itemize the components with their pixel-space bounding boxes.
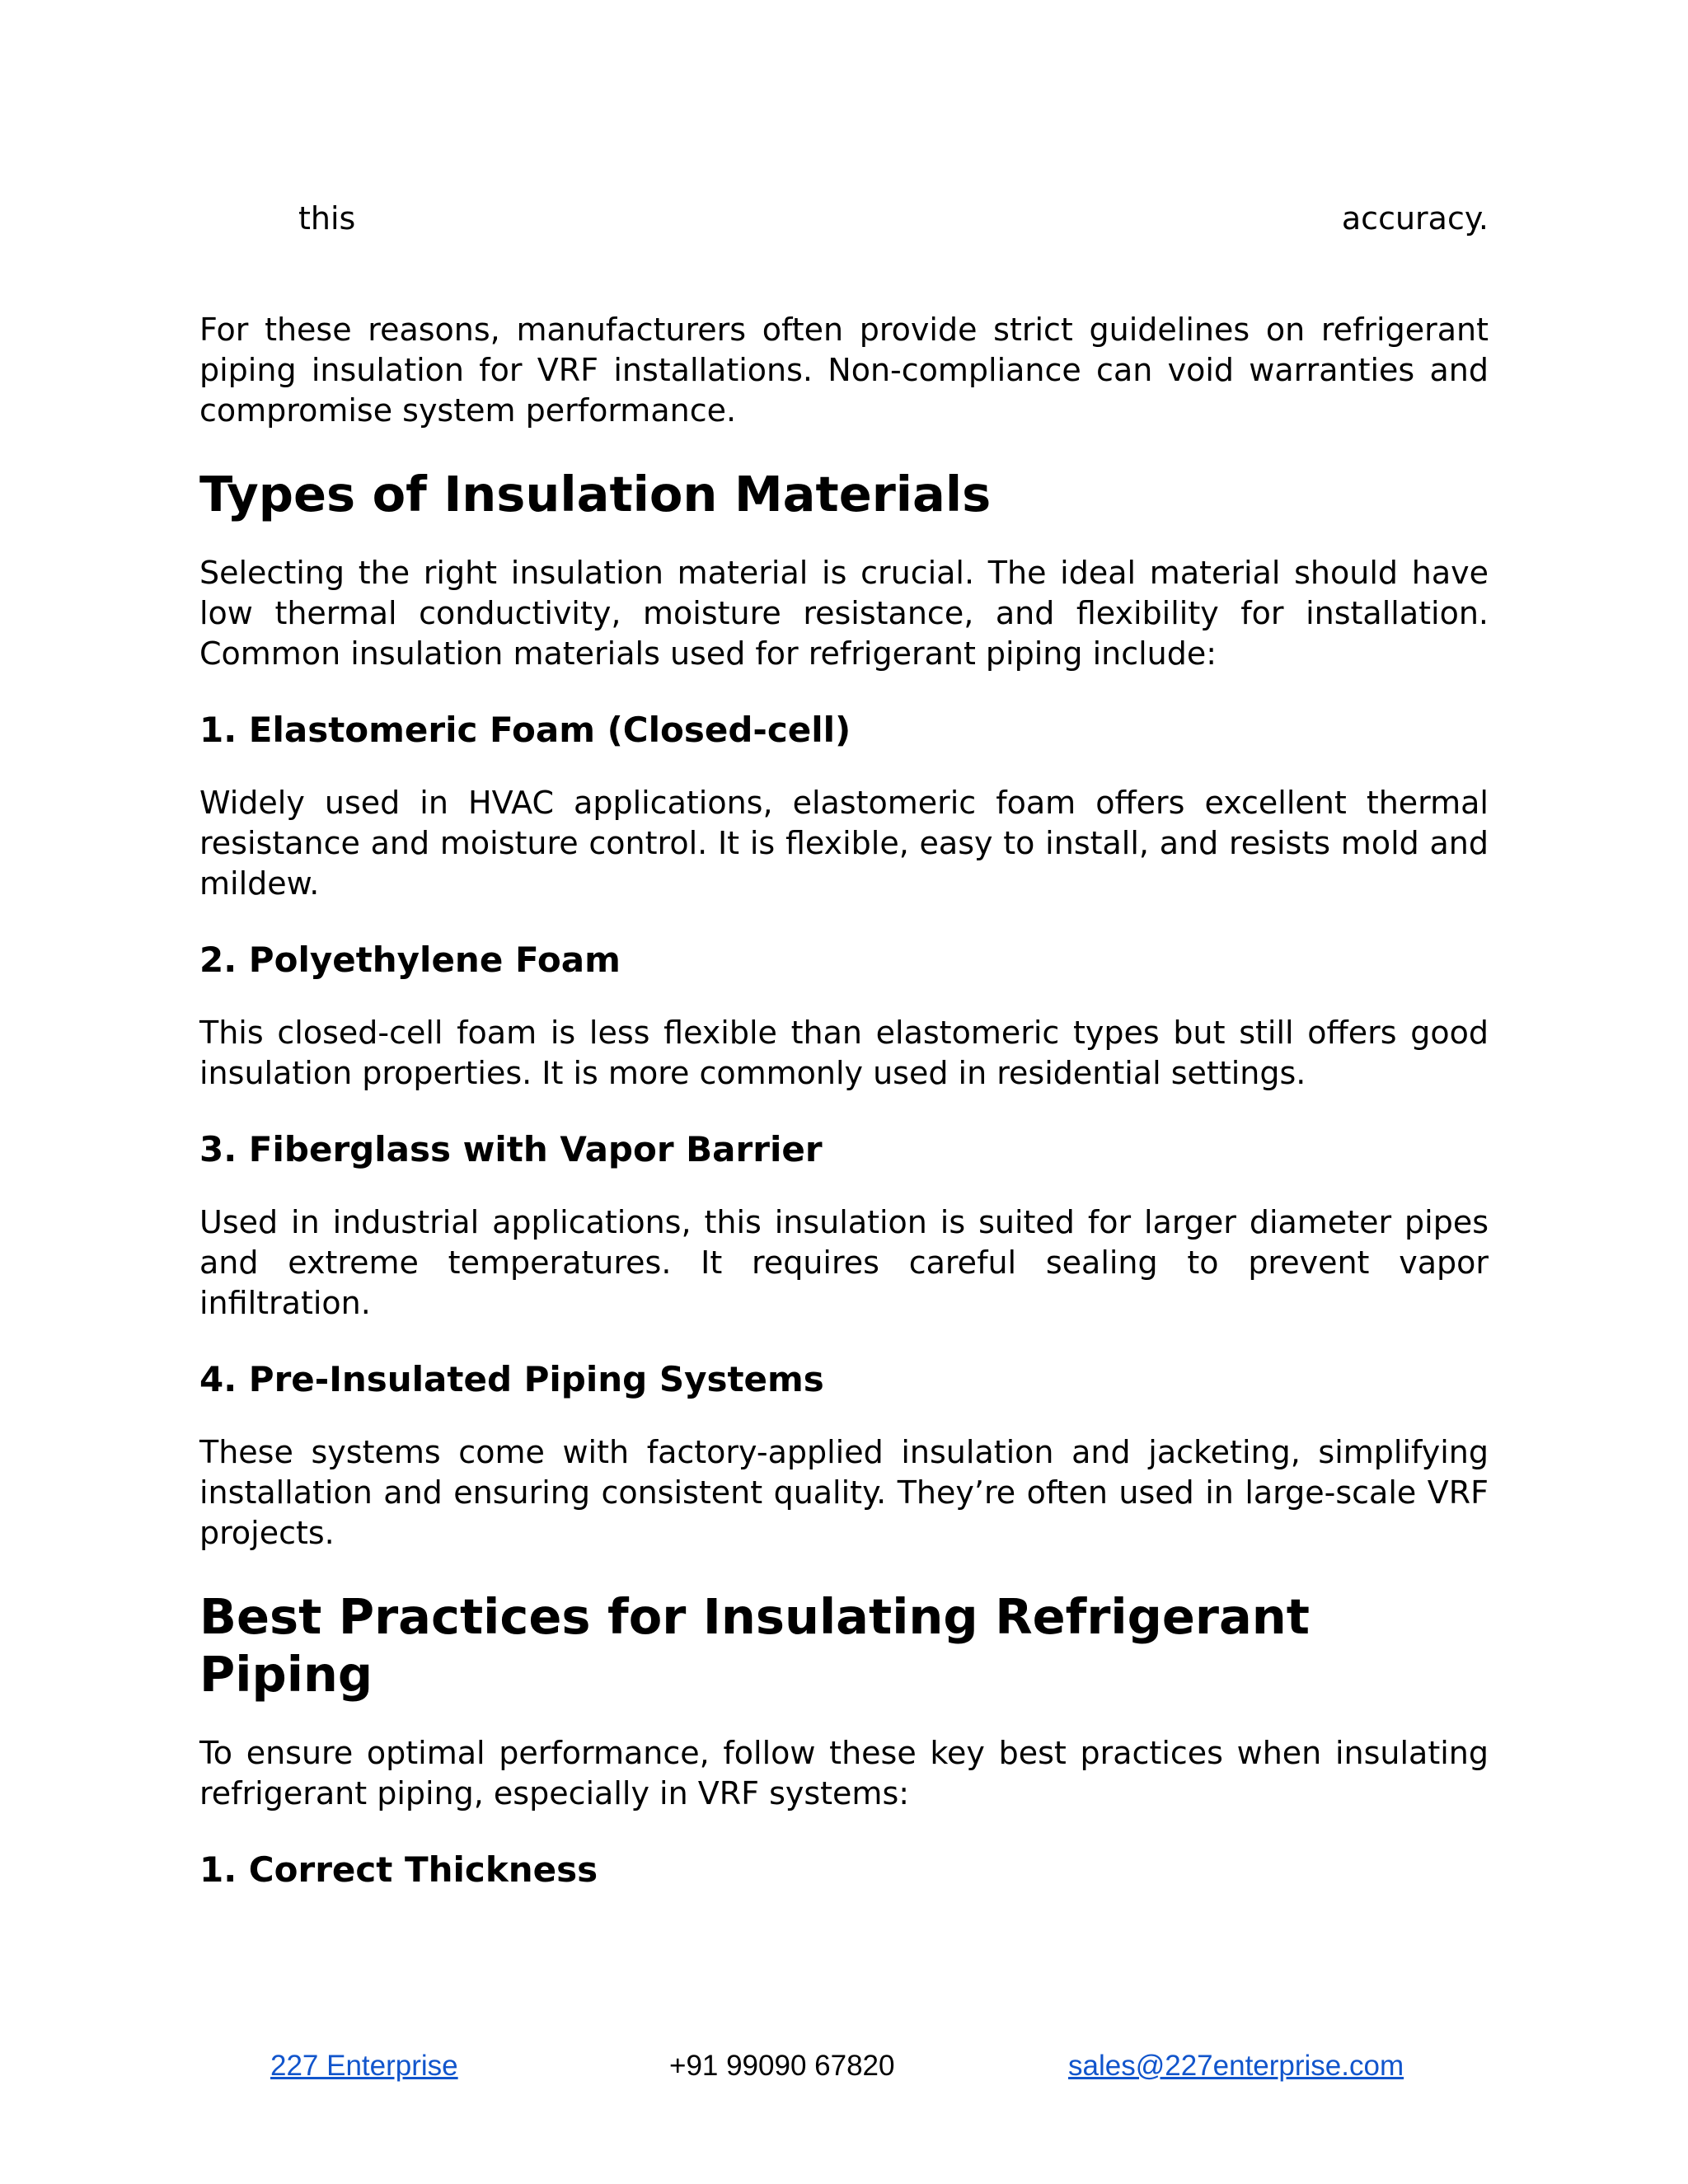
footer-email-link[interactable]: sales@227enterprise.com <box>1068 2050 1404 2082</box>
section-heading-types: Types of Insulation Materials <box>199 466 992 523</box>
item-text-fiberglass: Used in industrial applications, this insulation is suited for larger diameter pipes and extreme temperatures. It requires careful sealing to prevent vapor infiltration. <box>199 1204 1489 1321</box>
page-footer <box>0 2046 1688 2087</box>
item-title-polyethylene: 2. Polyethylene Foam <box>199 940 621 980</box>
footer-company-link[interactable]: 227 Enterprise <box>270 2050 458 2082</box>
item-text-elastomeric: Widely used in HVAC applications, elastomeric foam offers excellent thermal resistance and moisture control. It is flexible, easy to install, and resists mold and mildew. <box>199 785 1489 902</box>
item-title-correct-thickness: 1. Correct Thickness <box>199 1849 598 1890</box>
continued-line <box>199 198 1489 239</box>
item-text-preinsulated: These systems come with factory-applied insulation and jacketing, simplifying installation and ensuring consistent quality. They’re often used in large-scale VRF projects. <box>199 1434 1489 1551</box>
item-title-elastomeric: 1. Elastomeric Foam (Closed-cell) <box>199 710 851 750</box>
item-title-fiberglass: 3. Fiberglass with Vapor Barrier <box>199 1129 823 1169</box>
item-title-preinsulated: 4. Pre-Insulated Piping Systems <box>199 1359 824 1399</box>
types-intro-paragraph: Selecting the right insulation material is crucial. The ideal material should have low thermal conductivity, moisture resistance, and flexibility for installation. Common insulation materials used for refrigerant piping include: <box>199 555 1489 672</box>
footer-phone: +91 99090 67820 <box>669 2050 895 2082</box>
continued-line-right-word: accuracy. <box>1341 200 1489 237</box>
continued-line-left-word: this <box>298 200 356 237</box>
section-heading-best-practices: Best Practices for Insulating Refrigerant Piping <box>199 1588 1311 1703</box>
document-flow <box>199 310 1489 1923</box>
intro-paragraph: For these reasons, manufacturers often provide strict guidelines on refrigerant piping insulation for VRF installations. Non-compliance can void warranties and compromise system performance. <box>199 312 1489 429</box>
item-text-polyethylene: This closed-cell foam is less flexible than elastomeric types but still offers good insulation properties. It is more commonly used in residential settings. <box>199 1015 1489 1091</box>
best-practices-intro-paragraph: To ensure optimal performance, follow these key best practices when insulating refrigerant piping, especially in VRF systems: <box>199 1735 1489 1811</box>
